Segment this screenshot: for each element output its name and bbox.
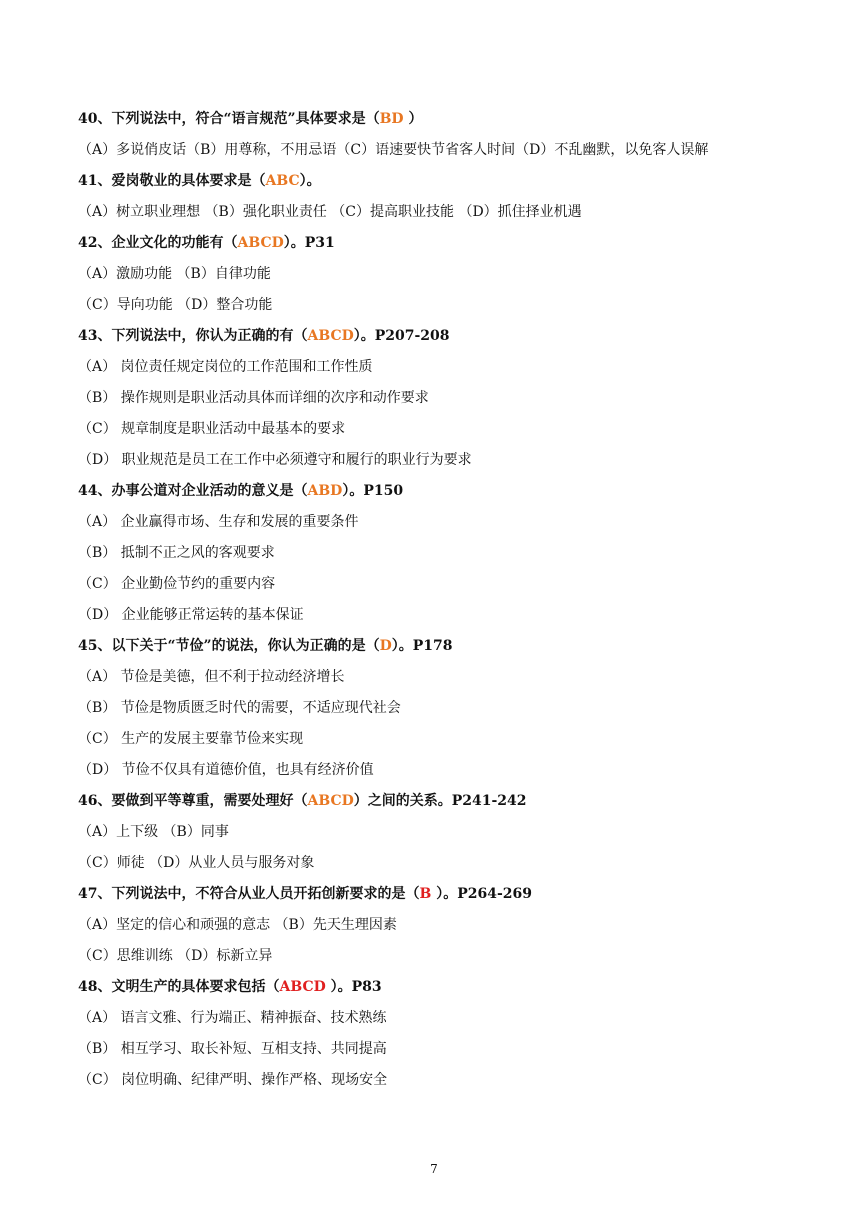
option-line: （A）坚定的信心和顽强的意志 （B）先天生理因素 — [78, 917, 397, 933]
option-line: （C） 岗位明确、纪律严明、操作严格、现场安全 — [78, 1072, 388, 1088]
question-list — [78, 109, 838, 1101]
option-line: （C） 企业勤俭节约的重要内容 — [78, 576, 276, 592]
question-text: 41、爱岗敬业的具体要求是（ — [78, 173, 266, 189]
option-line: （B） 操作规则是职业活动具体而详细的次序和动作要求 — [78, 390, 429, 406]
option-line: （D） 节俭不仅具有道德价值，也具有经济价值 — [78, 762, 374, 778]
option-line: （C）师徒 （D）从业人员与服务对象 — [78, 855, 315, 871]
question-text: 47、下列说法中，不符合从业人员开拓创新要求的是（ — [78, 886, 420, 902]
page-number: 7 — [430, 1162, 438, 1176]
option-line: （D） 职业规范是员工在工作中必须遵守和履行的职业行为要求 — [78, 452, 472, 468]
answer-key: BD — [379, 111, 404, 127]
answer-key: B — [419, 886, 432, 902]
question-suffix: ）之间的关系。P241-242 — [353, 793, 527, 809]
question-text: 42、企业文化的功能有（ — [78, 235, 238, 251]
question-text: 40、下列说法中，符合“语言规范”具体要求是（ — [78, 111, 380, 127]
answer-key: ABCD — [279, 979, 326, 995]
option-line: （A） 语言文雅、行为端正、精神振奋、技术熟练 — [78, 1010, 387, 1026]
question-suffix: ）。P150 — [342, 483, 404, 499]
option-line: （C）思维训练 （D）标新立异 — [78, 948, 273, 964]
question-text: 46、要做到平等尊重，需要处理好（ — [78, 793, 308, 809]
option-line: （A） 岗位责任规定岗位的工作范围和工作性质 — [78, 359, 373, 375]
option-line: （A）上下级 （B）同事 — [78, 824, 229, 840]
option-line: （C） 生产的发展主要靠节俭来实现 — [78, 731, 304, 747]
question-suffix: ）。 — [299, 173, 321, 189]
question-title — [78, 233, 838, 253]
option-line: （A）多说俏皮话（B）用尊称，不用忌语（C）语速要快节省客人时间（D）不乱幽默，以免客人误解 — [78, 142, 709, 158]
answer-key: ABC — [265, 173, 300, 189]
option-line: （C）导向功能 （D）整合功能 — [78, 297, 273, 313]
question-title — [78, 884, 838, 904]
option-line: （B） 相互学习、取长补短、互相支持、共同提高 — [78, 1041, 387, 1057]
question-suffix: ） — [403, 111, 423, 127]
answer-key: ABD — [307, 483, 343, 499]
question-title — [78, 171, 838, 191]
question-text: 45、以下关于“节俭”的说法，你认为正确的是（ — [78, 638, 380, 654]
option-line: （A）激励功能 （B）自律功能 — [78, 266, 271, 282]
answer-key: D — [379, 638, 392, 654]
question-suffix: ）。P31 — [283, 235, 335, 251]
question-suffix: ）。P207-208 — [353, 328, 450, 344]
question-suffix: ）。P178 — [391, 638, 453, 654]
option-line: （A）树立职业理想 （B）强化职业责任 （C）提高职业技能 （D）抓住择业机遇 — [78, 204, 582, 220]
option-line: （A） 企业赢得市场、生存和发展的重要条件 — [78, 514, 359, 530]
question-title — [78, 791, 838, 811]
question-suffix: ）。P264-269 — [431, 886, 532, 902]
question-title — [78, 326, 838, 346]
question-title — [78, 977, 838, 997]
option-line: （B） 抵制不正之风的客观要求 — [78, 545, 275, 561]
question-suffix: ）。P83 — [325, 979, 382, 995]
answer-key: ABCD — [307, 793, 354, 809]
option-line: （A） 节俭是美德，但不利于拉动经济增长 — [78, 669, 345, 685]
option-line: （C） 规章制度是职业活动中最基本的要求 — [78, 421, 346, 437]
question-title — [78, 481, 838, 501]
answer-key: ABCD — [307, 328, 354, 344]
question-title — [78, 109, 838, 129]
question-text: 43、下列说法中，你认为正确的有（ — [78, 328, 308, 344]
answer-key: ABCD — [237, 235, 284, 251]
option-line: （D） 企业能够正常运转的基本保证 — [78, 607, 304, 623]
option-line: （B） 节俭是物质匮乏时代的需要，不适应现代社会 — [78, 700, 401, 716]
question-text: 44、办事公道对企业活动的意义是（ — [78, 483, 308, 499]
question-title — [78, 636, 838, 656]
question-text: 48、文明生产的具体要求包括（ — [78, 979, 280, 995]
